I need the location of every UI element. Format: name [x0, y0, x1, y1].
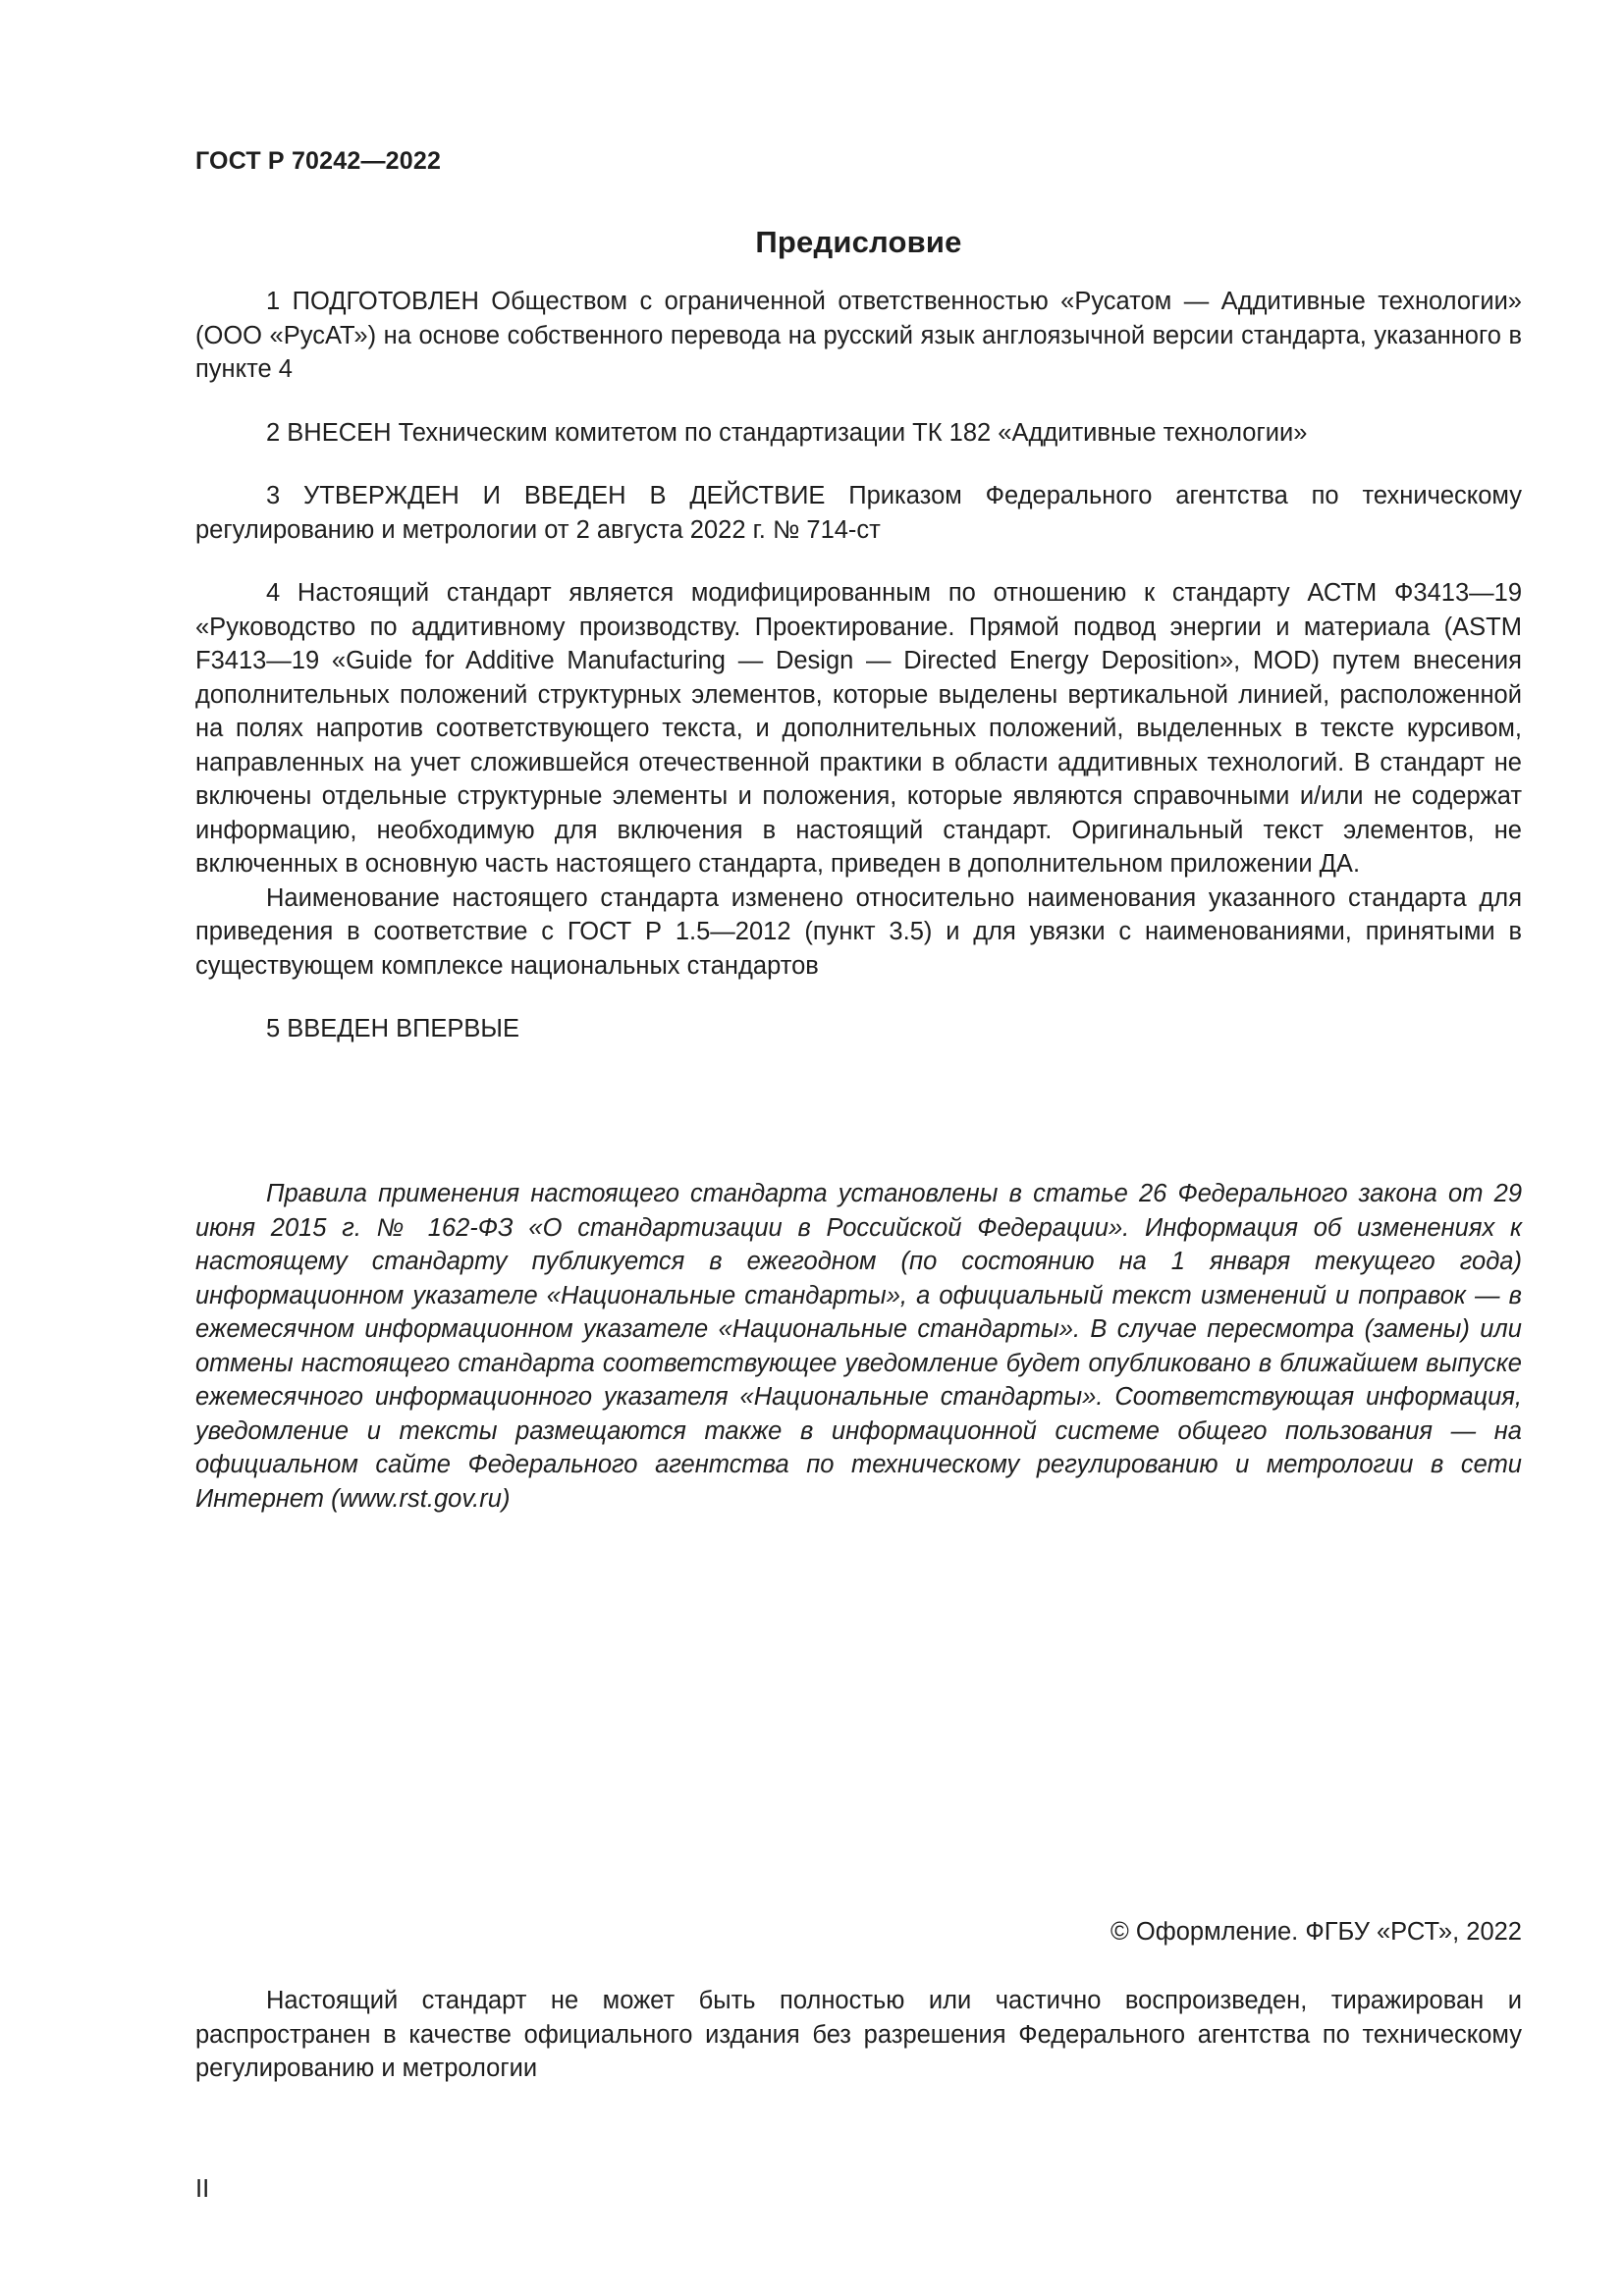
preface-item-2: 2 ВНЕСЕН Техническим комитетом по стандартизации ТК 182 «Аддитивные технологии» [266, 418, 1308, 447]
reproduction-notice: Настоящий стандарт не может быть полностью или частично воспроизведен, тиражирован и распространен в качестве официального издания без разрешения Федерального агентства по техническому регулированию и метрологии [195, 1987, 1522, 2082]
page-title: Предисловие [755, 225, 962, 259]
preface-item-4: 4 Настоящий стандарт является модифицированным по отношению к стандарту АСТМ Ф3413—19 «Руководство по аддитивному производству. Проектирование. Прямой подвод энергии и материала (ASTM F3413—19 «Guide for Additive Manufacturing — Design — Directed Energy Deposition», MOD) путем внесения дополнительных положений структурных элементов, которые выделены вертикальной линией, расположенной на полях напротив соответствующего текста, и дополнительных положений, выделенных в тексте курсивом, направленных на учет сложившейся отечественной практики в области аддитивных технологий. В стандарт не включены отдельные структурные элементы и положения, которые являются справочными и/или не содержат информацию, необходимую для включения в настоящий стандарт. Оригинальный текст элементов, не включенных в основную часть настоящего стандарта, приведен в дополнительном приложении ДА. [195, 579, 1522, 878]
application-rules [195, 1177, 1522, 1516]
preface-item-1: 1 ПОДГОТОВЛЕН Обществом с ограниченной ответственностью «Русатом — Аддитивные технологии» (ООО «РусАТ») на основе собственного перевода на русский язык англоязычной версии стандарта, указанного в пункте 4 [195, 288, 1522, 383]
preface-item-3: 3 УТВЕРЖДЕН И ВВЕДЕН В ДЕЙСТВИЕ Приказом Федерального агентства по техническому регулированию и метрологии от 2 августа 2022 г. № 714-ст [195, 482, 1522, 544]
document-code-header: ГОСТ Р 70242—2022 [195, 147, 442, 175]
preface-item-4-note: Наименование настоящего стандарта изменено относительно наименования указанного стандарта для приведения в соответствие с ГОСТ Р 1.5—2012 (пункт 3.5) и для увязки с наименованиями, принятыми в существующем комплексе национальных стандартов [195, 883, 1522, 980]
page-number: II [195, 2175, 210, 2203]
preface-item-5: 5 ВВЕДЕН ВПЕРВЫЕ [266, 1015, 520, 1042]
reproduction-block [195, 1984, 1522, 2086]
copyright-notice: © Оформление. ФГБУ «РСТ», 2022 [1110, 1918, 1522, 1946]
preface-items [195, 285, 1522, 1046]
application-rules-text: Правила применения настоящего стандарта установлены в статье 26 Федерального закона от 29 июня 2015 г. № 162-ФЗ «О стандартизации в Российской Федерации». Информация об изменениях к настоящему стандарту публикуется в ежегодном (по состоянию на 1 января текущего года) информационном указателе «Национальные стандарты», а официальный текст изменений и поправок — в ежемесячном информационном указателе «Национальные стандарты». В случае пересмотра (замены) или отмены настоящего стандарта соответствующее уведомление будет опубликовано в ближайшем выпуске ежемесячного информационного указателя «Национальные стандарты». Соответствующая информация, уведомление и тексты размещаются также в информационной системе общего пользования — на официальном сайте Федерального агентства по техническому регулированию и метрологии в сети Интернет (www.rst.gov.ru) [195, 1180, 1522, 1513]
